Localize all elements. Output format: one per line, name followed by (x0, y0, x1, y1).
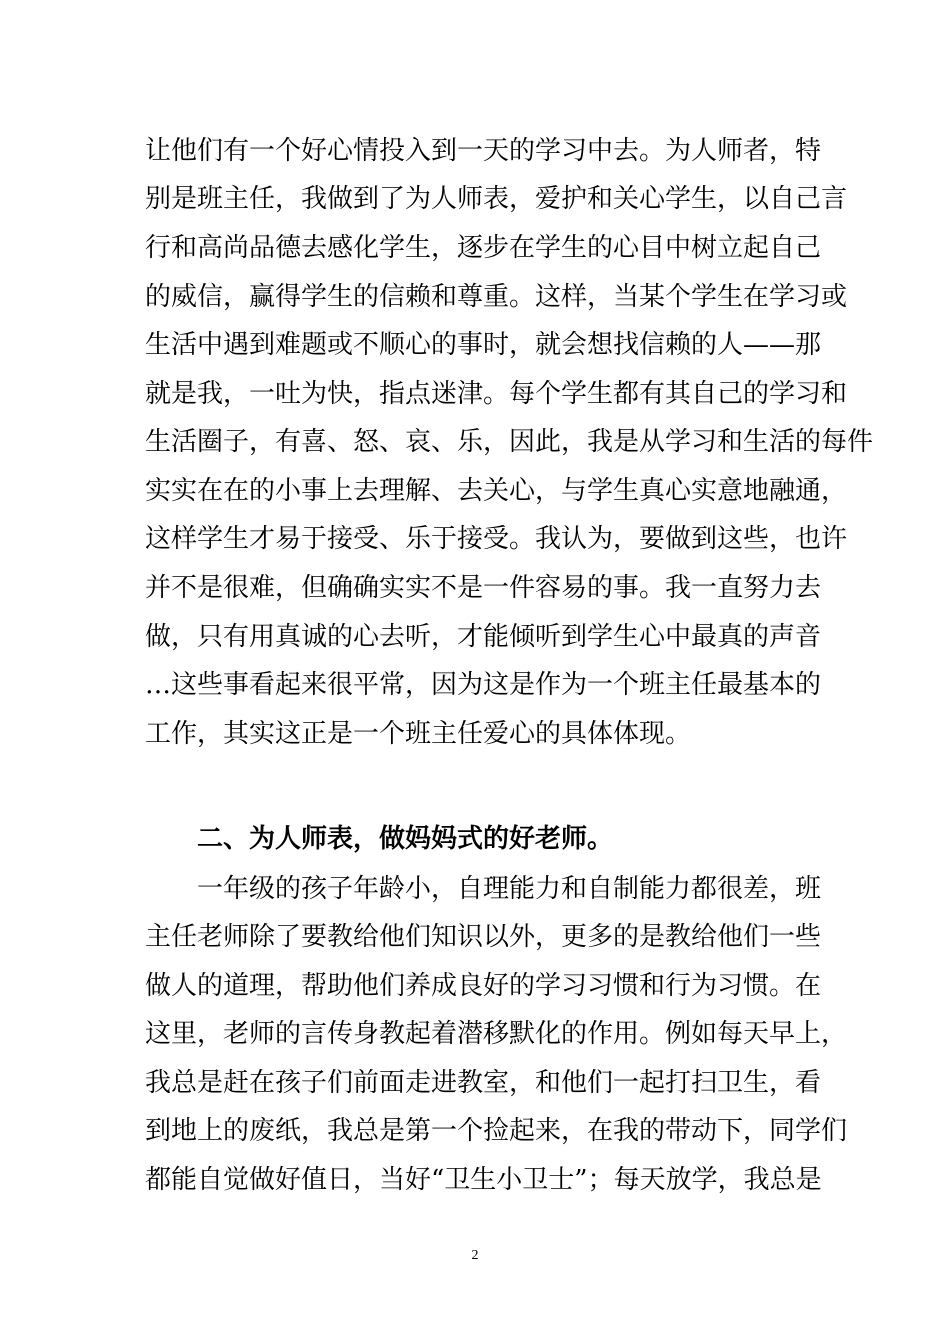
paragraph-2-line-3: 做人的道理，帮助他们养成良好的学习习惯和行为习惯。在 (145, 971, 822, 1001)
paragraph-1-line-1: 让他们有一个好心情投入到一天的学习中去。为人师者，特 (145, 136, 822, 166)
page-number: 2 (471, 1248, 479, 1263)
paragraph-2-line-1: 一年级的孩子年龄小，自理能力和自制能力都很差，班 (197, 874, 822, 904)
paragraph-1-line-9: 这样学生才易于接受、乐于接受。我认为，要做到这些，也许 (145, 524, 848, 554)
paragraph-1-line-3: 行和高尚品德去感化学生，逐步在学生的心目中树立起自己 (145, 233, 822, 263)
paragraph-2-line-5: 我总是赶在孩子们前面走进教室，和他们一起打扫卫生，看 (145, 1068, 822, 1098)
paragraph-2-line-2: 主任老师除了要教给他们知识以外，更多的是教给他们一些 (145, 922, 822, 952)
paragraph-1-line-8: 实实在在的小事上去理解、去关心，与学生真心实意地融通， (145, 476, 848, 506)
paragraph-2-line-7: 都能自觉做好值日，当好“卫生小卫士”；每天放学，我总是 (145, 1165, 822, 1195)
paragraph-1-line-10: 并不是很难，但确确实实不是一件容易的事。我一直努力去 (145, 573, 822, 603)
paragraph-1-line-7: 生活圈子，有喜、怒、哀、乐，因此，我是从学习和生活的每件 (145, 427, 874, 457)
paragraph-1-line-11: 做，只有用真诚的心去听，才能倾听到学生心中最真的声音 (145, 622, 822, 652)
paragraph-1-line-6: 就是我，一吐为快，指点迷津。每个学生都有其自己的学习和 (145, 379, 848, 409)
paragraph-2-line-6: 到地上的废纸，我总是第一个捡起来，在我的带动下，同学们 (145, 1116, 848, 1146)
paragraph-1-line-2: 别是班主任，我做到了为人师表，爱护和关心学生，以自己言 (145, 184, 848, 214)
paragraph-2-line-4: 这里，老师的言传身教起着潜移默化的作用。例如每天早上， (145, 1019, 848, 1049)
paragraph-1-line-4: 的威信，赢得学生的信赖和尊重。这样，当某个学生在学习或 (145, 282, 848, 312)
section-heading: 二、为人师表，做妈妈式的好老师。 (197, 824, 614, 854)
paragraph-1-line-12: …这些事看起来很平常，因为这是作为一个班主任最基本的 (145, 670, 822, 700)
paragraph-1-line-5: 生活中遇到难题或不顺心的事时，就会想找信赖的人——那 (145, 330, 822, 360)
paragraph-1-line-13: 工作，其实这正是一个班主任爱心的具体体现。 (145, 719, 692, 749)
